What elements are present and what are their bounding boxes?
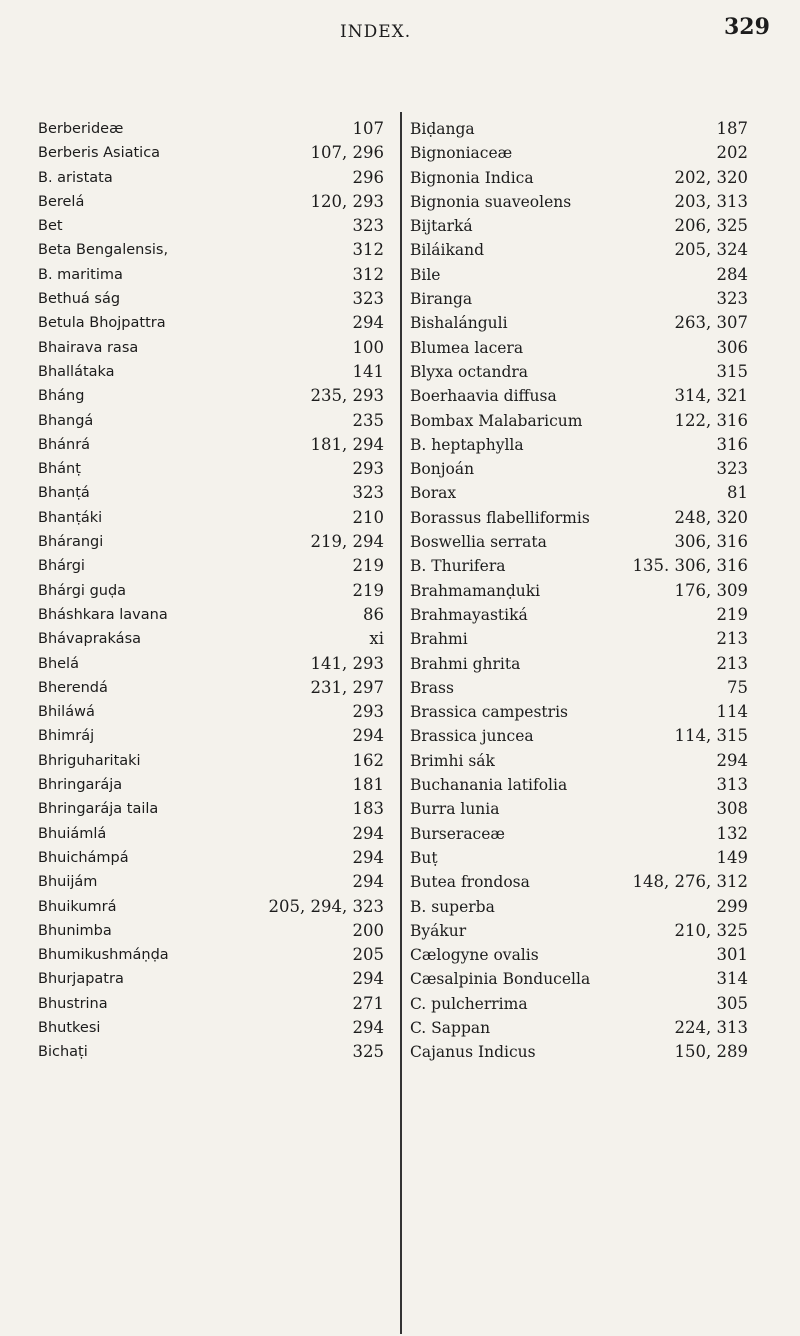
index-term: Bhiláwá: [38, 704, 95, 721]
index-entry: [38, 652, 384, 676]
index-term: Bhánrá: [38, 436, 91, 453]
index-term: Bethuá ság: [38, 291, 121, 308]
index-entry: [38, 676, 384, 700]
index-page-refs: 107: [352, 119, 384, 138]
index-page-refs: 122, 316: [674, 410, 748, 430]
index-term: Boswellia serrata: [410, 533, 547, 552]
index-page-refs: 203, 313: [674, 191, 748, 211]
index-term: Bhanṭá: [38, 485, 90, 502]
index-entry: [410, 238, 748, 262]
index-page-refs: 219: [716, 604, 748, 624]
index-entry: [38, 141, 384, 165]
index-page-refs: 213: [716, 629, 748, 649]
index-page-refs: 114: [716, 702, 748, 722]
index-page-refs: 294: [352, 847, 384, 867]
index-entry: [38, 700, 384, 724]
index-term: Bhárangi: [38, 534, 104, 551]
index-entry: [410, 1016, 748, 1040]
index-entry: [38, 336, 384, 360]
index-entry: [410, 822, 748, 846]
index-page-refs: 293: [352, 702, 384, 722]
page-header-title: INDEX.: [340, 22, 412, 42]
index-page-refs: 235, 293: [310, 386, 384, 406]
index-entry: [38, 433, 384, 457]
index-entry: [410, 336, 748, 360]
index-page-refs: 325: [352, 1042, 384, 1062]
index-page-refs: 296: [352, 167, 384, 187]
index-page-refs: 205, 324: [674, 240, 748, 260]
index-entry: [38, 895, 384, 919]
index-entry: [410, 457, 748, 481]
index-term: Cæsalpinia Bonducella: [410, 970, 591, 989]
index-entry: [38, 384, 384, 408]
page-number: 329: [724, 14, 770, 40]
index-term: Berelá: [38, 193, 85, 210]
index-page-refs: 206, 325: [674, 216, 748, 236]
index-page-refs: 183: [352, 799, 384, 819]
index-page-refs: 293: [352, 459, 384, 479]
index-page-refs: 263, 307: [674, 313, 748, 333]
index-term: Bhávaprakása: [38, 631, 142, 648]
index-entry: [38, 190, 384, 214]
index-entry: [38, 603, 384, 627]
index-entry: [38, 214, 384, 238]
index-entry: [410, 214, 748, 238]
index-entry: [410, 627, 748, 651]
index-entry: [410, 797, 748, 821]
index-term: Biranga: [410, 290, 473, 309]
index-page-refs: 181: [352, 775, 384, 795]
index-term: Bhuiámlá: [38, 825, 107, 842]
index-entry: [410, 287, 748, 311]
index-entry: [38, 846, 384, 870]
index-page-refs: 306, 316: [674, 532, 748, 552]
index-page-refs: 312: [352, 240, 384, 260]
index-term: Cajanus Indicus: [410, 1043, 536, 1062]
index-term: Brass: [410, 678, 454, 697]
index-term: Borassus flabelliformis: [410, 508, 590, 527]
index-term: Beta Bengalensis,: [38, 242, 169, 259]
index-page-refs: 235: [352, 410, 384, 430]
index-term: Bignonia Indica: [410, 168, 534, 187]
index-term: Brassica campestris: [410, 703, 568, 722]
index-entry: [410, 870, 748, 894]
index-term: Buchanania latifolia: [410, 776, 568, 795]
index-term: Bhanṭáki: [38, 509, 103, 526]
index-term: Byákur: [410, 921, 467, 940]
index-page-refs: 200: [352, 920, 384, 940]
index-entry: [410, 481, 748, 505]
index-page-refs: 205, 294, 323: [268, 896, 384, 916]
index-page-refs: 284: [716, 264, 748, 284]
index-page-refs: 86: [363, 604, 384, 624]
index-page-refs: 248, 320: [674, 507, 748, 527]
index-term: Bhelá: [38, 655, 79, 672]
index-term: Berberis Asiatica: [38, 145, 161, 162]
index-page-refs: 187: [716, 119, 748, 138]
index-entry: [410, 1040, 748, 1064]
index-entry: [410, 919, 748, 943]
index-page-refs: 315: [716, 361, 748, 381]
index-term: Biláikand: [410, 241, 485, 260]
index-term: Bhangá: [38, 412, 94, 429]
index-entry: [38, 409, 384, 433]
index-page-refs: 314, 321: [674, 386, 748, 406]
index-entry: [410, 530, 748, 554]
index-entry: [38, 360, 384, 384]
index-term: Bhárgi guḍa: [38, 582, 127, 599]
index-entry: [38, 457, 384, 481]
index-term: Bet: [38, 218, 63, 235]
index-entry: [410, 943, 748, 967]
index-term: Burra lunia: [410, 800, 500, 819]
index-entry: [410, 992, 748, 1016]
index-term: Bhuikumrá: [38, 898, 117, 915]
index-page-refs: 181, 294: [310, 434, 384, 454]
index-page-refs: 120, 293: [310, 191, 384, 211]
index-term: Bishalánguli: [410, 314, 508, 333]
index-term: Cælogyne ovalis: [410, 946, 539, 965]
index-term: Bhustrina: [38, 995, 108, 1012]
index-page-refs: 202: [716, 143, 748, 163]
index-term: Brimhi sák: [410, 751, 495, 770]
index-entry: [38, 967, 384, 991]
index-entry: [410, 846, 748, 870]
left-index-column: [38, 117, 384, 1065]
index-page-refs: 148, 276, 312: [632, 872, 748, 892]
index-term: Brahmayastiká: [410, 605, 528, 624]
index-entry: [410, 166, 748, 190]
index-entry: [38, 530, 384, 554]
index-page-refs: 141: [352, 361, 384, 381]
index-term: Biḍanga: [410, 120, 475, 138]
index-entry: [38, 724, 384, 748]
index-entry: [38, 238, 384, 262]
index-entry: [410, 676, 748, 700]
index-term: Bhunimba: [38, 922, 112, 939]
index-page-refs: 75: [727, 677, 748, 697]
index-page-refs: 305: [716, 993, 748, 1013]
index-page-refs: 294: [352, 823, 384, 843]
index-term: Bhringarája: [38, 777, 123, 794]
index-entry: [38, 773, 384, 797]
index-entry: [38, 1040, 384, 1064]
index-term: Bhánṭ: [38, 461, 81, 478]
index-page-refs: 114, 315: [674, 726, 748, 746]
index-term: Buṭ: [410, 848, 438, 867]
index-term: Bile: [410, 265, 441, 284]
index-entry: [410, 117, 748, 141]
index-entry: [38, 287, 384, 311]
index-page-refs: 271: [352, 993, 384, 1013]
index-entry: [410, 773, 748, 797]
index-term: Bherendá: [38, 679, 108, 696]
index-page-refs: 224, 313: [674, 1017, 748, 1037]
index-term: Berberideæ: [38, 121, 124, 137]
index-page-refs: 323: [716, 289, 748, 309]
index-page-refs: 323: [716, 459, 748, 479]
index-page-refs: 294: [352, 872, 384, 892]
index-entry: [410, 190, 748, 214]
index-page-refs: 150, 289: [674, 1042, 748, 1062]
index-term: Bhringarája taila: [38, 801, 159, 818]
index-page-refs: 219: [352, 556, 384, 576]
index-page-refs: 294: [716, 750, 748, 770]
index-term: Bhurjapatra: [38, 971, 124, 988]
index-page-refs: 316: [716, 434, 748, 454]
index-page-refs: 306: [716, 337, 748, 357]
index-page-refs: 176, 309: [674, 580, 748, 600]
index-entry: [38, 311, 384, 335]
index-term: Bhutkesi: [38, 1019, 101, 1036]
index-entry: [410, 554, 748, 578]
index-page-refs: 213: [716, 653, 748, 673]
index-page-refs: 308: [716, 799, 748, 819]
index-entry: [38, 870, 384, 894]
index-page-refs: 314: [716, 969, 748, 989]
index-term: B. aristata: [38, 169, 113, 186]
index-term: Bonjoán: [410, 460, 475, 479]
index-page-refs: 294: [352, 1017, 384, 1037]
index-page-refs: 141, 293: [310, 653, 384, 673]
index-entry: [38, 1016, 384, 1040]
index-entry: [410, 384, 748, 408]
index-entry: [38, 579, 384, 603]
index-page-refs: 210: [352, 507, 384, 527]
index-term: Bhumikushmáṇḍa: [38, 947, 169, 964]
index-entry: [38, 263, 384, 287]
index-entry: [410, 724, 748, 748]
right-index-column: [410, 117, 748, 1065]
index-entry: [410, 603, 748, 627]
index-page-refs: 323: [352, 289, 384, 309]
index-page-refs: 162: [352, 750, 384, 770]
index-page-refs: 301: [716, 945, 748, 965]
index-term: B. maritima: [38, 266, 123, 283]
index-page-refs: 149: [716, 847, 748, 867]
index-term: Boerhaavia diffusa: [410, 387, 557, 406]
index-entry: [38, 481, 384, 505]
index-term: Bignoniaceæ: [410, 144, 513, 163]
index-term: Brahmamanḍuki: [410, 581, 541, 600]
index-entry: [38, 797, 384, 821]
index-term: C. pulcherrima: [410, 994, 528, 1013]
index-entry: [410, 141, 748, 165]
index-term: B. Thurifera: [410, 557, 506, 576]
index-page-refs: 323: [352, 216, 384, 236]
index-entry: [410, 579, 748, 603]
index-entry: [410, 967, 748, 991]
index-term: Brahmi: [410, 630, 468, 649]
index-term: Bháng: [38, 388, 85, 405]
index-term: Bignonia suaveolens: [410, 192, 572, 211]
index-page-refs: 210, 325: [674, 920, 748, 940]
index-entry: [410, 311, 748, 335]
index-page-refs: 107, 296: [310, 143, 384, 163]
index-page-refs: 312: [352, 264, 384, 284]
index-page-refs: 100: [352, 337, 384, 357]
index-term: Bichaṭi: [38, 1044, 88, 1061]
index-term: Betula Bhojpattra: [38, 315, 166, 332]
index-entry: [38, 943, 384, 967]
index-term: Bhimráj: [38, 728, 95, 745]
index-term: Butea frondosa: [410, 873, 530, 892]
index-term: Borax: [410, 484, 457, 503]
index-page-refs: 294: [352, 313, 384, 333]
index-term: Blumea lacera: [410, 338, 524, 357]
index-page-refs: 219, 294: [310, 532, 384, 552]
index-term: C. Sappan: [410, 1018, 491, 1037]
index-page-refs: 323: [352, 483, 384, 503]
index-entry: [38, 992, 384, 1016]
index-page-refs: 81: [727, 483, 748, 503]
index-term: Bombax Malabaricum: [410, 411, 583, 430]
index-term: Brahmi ghrita: [410, 654, 521, 673]
index-term: Bijtarká: [410, 217, 473, 236]
index-term: Bhuichámpá: [38, 849, 129, 866]
index-entry: [38, 919, 384, 943]
index-term: Bhriguharitaki: [38, 752, 141, 769]
index-page-refs: 135. 306, 316: [632, 556, 748, 576]
index-entry: [410, 749, 748, 773]
index-entry: [410, 409, 748, 433]
index-page-refs: 294: [352, 969, 384, 989]
index-term: Bhairava rasa: [38, 339, 139, 356]
index-entry: [410, 360, 748, 384]
index-term: Bhallátaka: [38, 363, 115, 380]
index-entry: [38, 822, 384, 846]
index-entry: [410, 652, 748, 676]
index-entry: [38, 627, 384, 651]
index-entry: [410, 263, 748, 287]
index-entry: [410, 700, 748, 724]
index-term: B. heptaphylla: [410, 435, 524, 454]
index-entry: [410, 433, 748, 457]
index-entry: [38, 166, 384, 190]
index-entry: [38, 749, 384, 773]
index-term: Bháshkara lavana: [38, 606, 168, 623]
column-divider: [400, 112, 402, 1334]
index-term: Bhuijám: [38, 874, 98, 891]
index-page-refs: 294: [352, 726, 384, 746]
index-term: Blyxa octandra: [410, 362, 529, 381]
index-term: B. superba: [410, 897, 495, 916]
index-page-refs: 132: [716, 823, 748, 843]
index-page-refs: 219: [352, 580, 384, 600]
index-term: Brassica juncea: [410, 727, 534, 746]
index-entry: [38, 554, 384, 578]
index-term: Burseraceæ: [410, 824, 505, 843]
index-page-refs: 299: [716, 896, 748, 916]
index-page-refs: xi: [369, 629, 384, 649]
index-entry: [410, 506, 748, 530]
index-page-refs: 205: [352, 945, 384, 965]
index-page-refs: 202, 320: [674, 167, 748, 187]
index-term: Bhárgi: [38, 558, 85, 575]
index-entry: [38, 506, 384, 530]
index-page-refs: 231, 297: [310, 677, 384, 697]
index-entry: [410, 895, 748, 919]
index-page-refs: 313: [716, 775, 748, 795]
index-entry: [38, 117, 384, 141]
